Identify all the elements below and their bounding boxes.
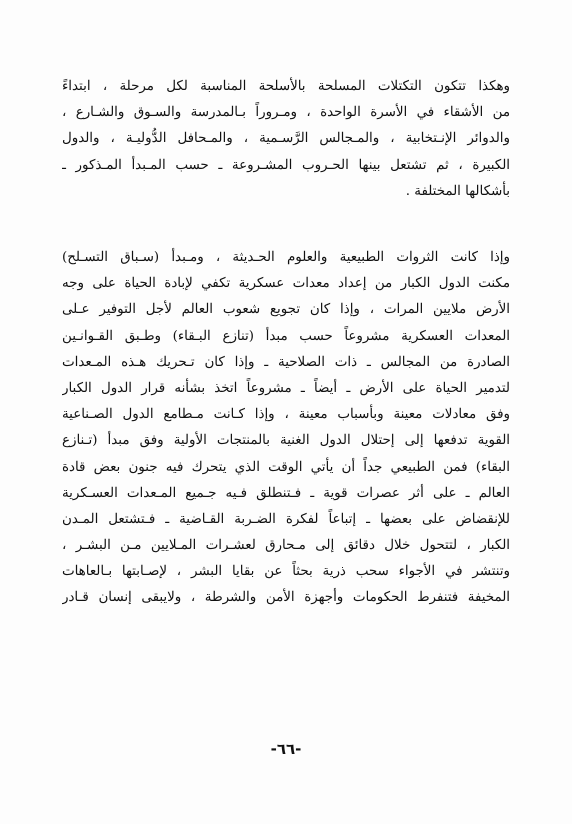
text-line: العالم ـ على أثر عصرات قوية ـ فـتنطلق فـيه جـميع المـعدات العسـكرية xyxy=(62,485,510,501)
text-line: مكنت الدول الكبار من إعداد معدات عسكرية تكفي لإبادة الحياة على وجه xyxy=(62,276,510,292)
text-line: الكبيرة ، ثم تشتعل بينها الحـروب المشـروعة ـ حسب المـبدأ المـذكور ـ xyxy=(62,157,510,173)
text-line: الصادرة من المجالس ـ ذات الصلاحية ـ وإذا كان تـحريك هـذه المـعدات xyxy=(62,354,510,370)
text-line: القوية تدفعها إلى إحتلال الدول الغنية بالمنتجات الأولية وفق مبدأ (تـنازع xyxy=(62,433,510,449)
text-line: وهكذا تتكون التكتلات المسلحة بالأسلحة المناسبة لكل مرحلة ، ابتداءً xyxy=(62,79,510,94)
text-line: للإنقضاض على بعضها ـ إتباعاً لفكرة الضـربة القـاضية ـ فـتشتعل المـدن xyxy=(62,511,510,527)
page-number: -٦٦- xyxy=(270,740,302,758)
text-line: المخيفة فتنفرط الحكومات وأجهزة الأمن والشرطة ، ولايبقى إنسان قـادر xyxy=(62,590,510,606)
text-line: وفق معادلات معينة وبأسباب معينة ، وإذا كـانت مـطامع الدول الصـناعية xyxy=(62,407,510,423)
text-line: بأشكالها المختلفة . xyxy=(405,183,510,199)
text-line: والدوائر الإنـتخابية ، والمـجالس الرَّسـمية ، والمـحافل الدُّوليـة ، والدول xyxy=(62,131,510,147)
text-line: الكبار ، لتتحول خلال دقائق إلى مـحارق لعشـرات المـلايين مـن البشـر ، xyxy=(62,538,510,554)
text-line: وتنتشر في الأجواء سحب ذرية بحثاً عن بقايا البشر ، لإصـابتها بـالعاهات xyxy=(62,564,510,580)
paragraph-2 xyxy=(62,245,510,612)
text-line: المعدات العسكرية مشروعاً حسب مبدأ (تنازع البـقاء) وطـبق القـوانـين xyxy=(62,328,510,344)
text-line: لتدمير الحياة على الأرض ـ أيضاً ـ مشروعاً اتخذ بشأنه قرار الدول الكبار xyxy=(62,380,510,396)
text-line: الأرض ملايين المرات ، وإذا كان تجويع شعوب العالم لأجل التوفير عـلى xyxy=(62,302,510,318)
text-line: وإذا كانت الثروات الطبيعية والعلوم الحـديثة ، ومـبدأ (سـباق التسـلح) xyxy=(62,250,510,265)
text-line: البقاء) فمن الطبيعي جداً أن يأتي الوقت الذي يتحرك فيه جنون بعض قادة xyxy=(62,459,510,475)
paragraph-1 xyxy=(62,74,510,205)
text-line: من الأشقاء في الأسرة الواحدة ، ومـروراً بـالمدرسة والسـوق والشـارع ، xyxy=(62,105,510,121)
